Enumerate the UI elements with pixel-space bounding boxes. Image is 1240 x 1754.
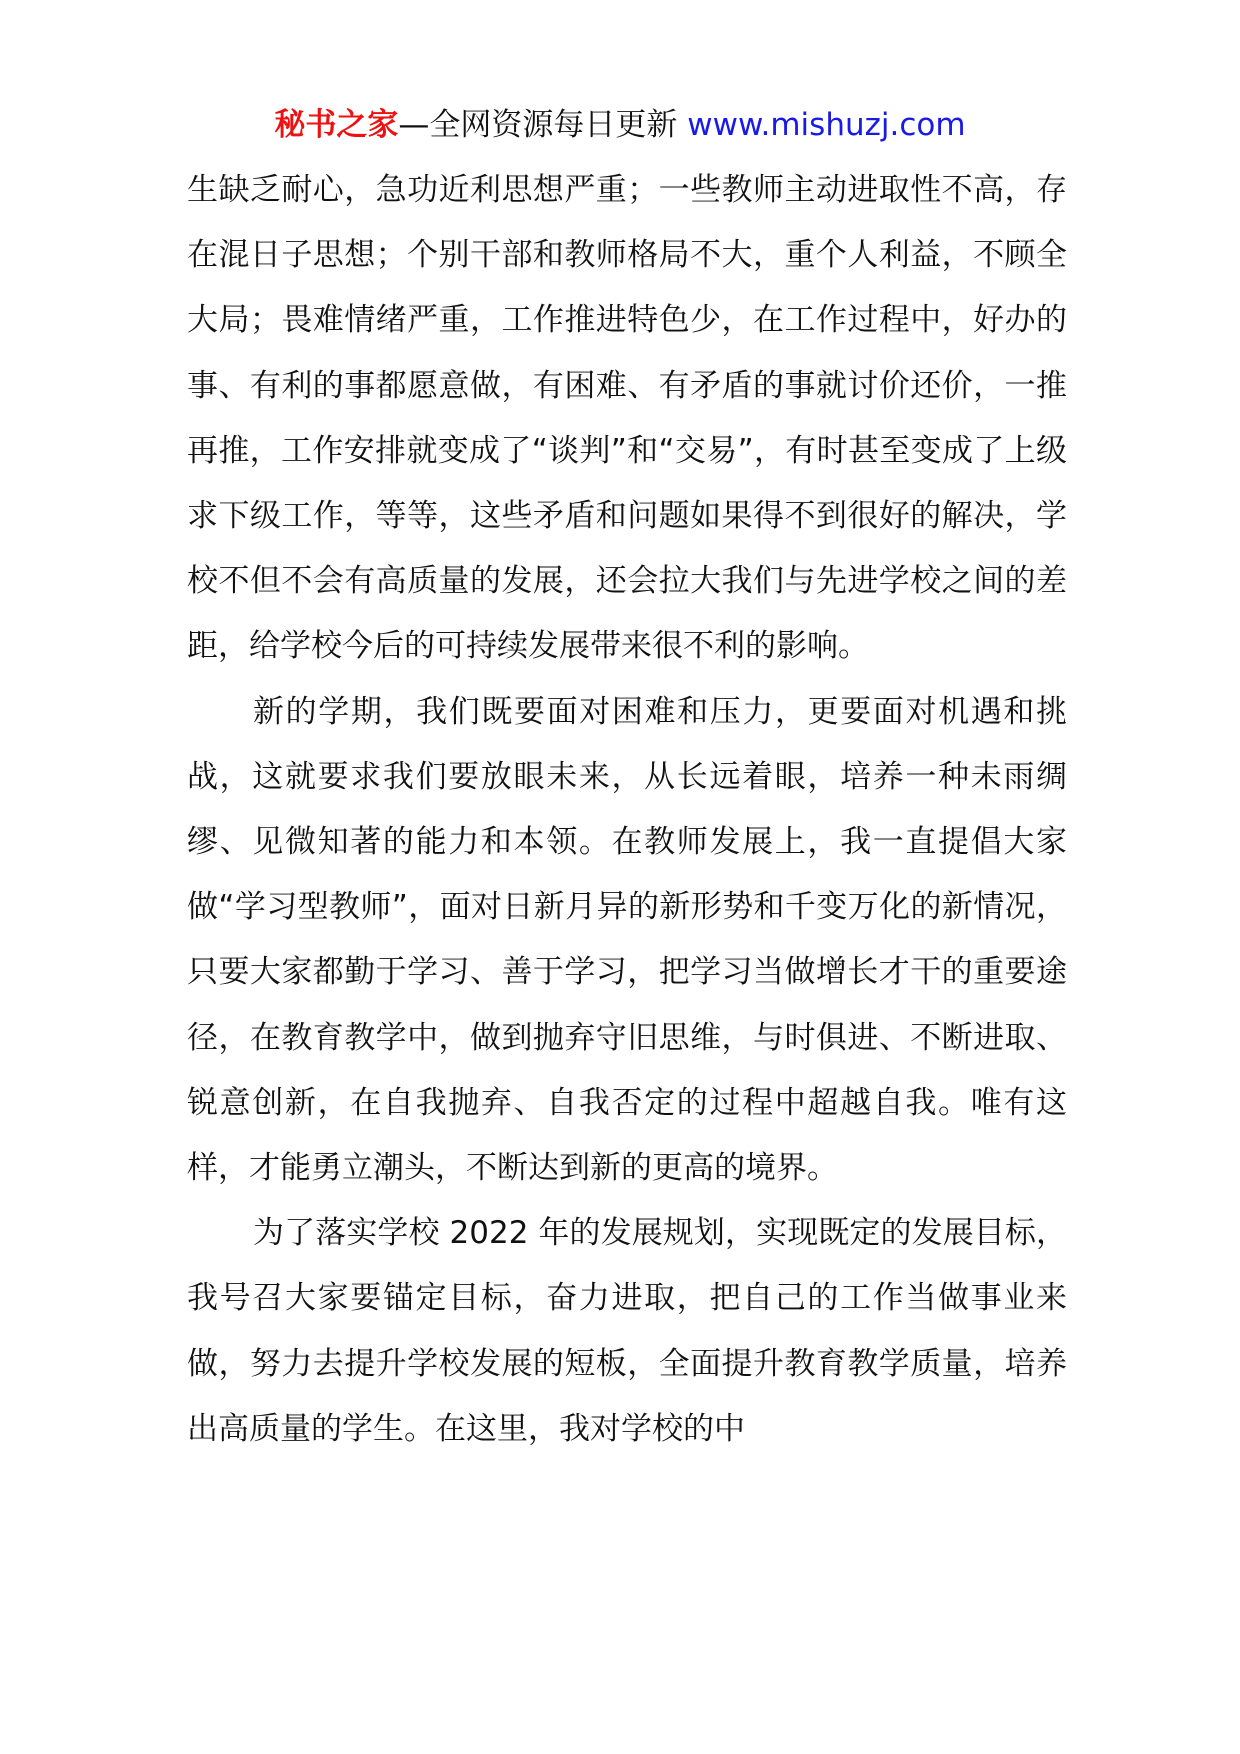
header-tagline: —全网资源每日更新 [398, 107, 678, 143]
page-header [0, 100, 1240, 150]
paragraph: 为了落实学校 2022 年的发展规划，实现既定的发展目标，我号召大家要锚定目标，奋力进取，把自己的工作当做事业来做，努力去提升学校发展的短板，全面提升教育教学质量，培养出高质量的学生。在这里，我对学校的中 [187, 1215, 1067, 1447]
brand-name: 秘书之家 [274, 107, 399, 143]
paragraph: 新的学期，我们既要面对困难和压力，更要面对机遇和挑战，这就要求我们要放眼未来，从长远着眼，培养一种未雨绸缪、见微知著的能力和本领。在教师发展上，我一直提倡大家做“学习型教师”，面对日新月异的新形势和千变万化的新情况，只要大家都勤于学习、善于学习，把学习当做增长才干的重要途径，在教育教学中，做到抛弃守旧思维，与时俱进、不断进取、锐意创新，在自我抛弃、自我否定的过程中超越自我。唯有这样，才能勇立潮头，不断达到新的更高的境界。 [187, 693, 1067, 1187]
document-body [187, 158, 1067, 1462]
paragraph-continued: 生缺乏耐心，急功近利思想严重；一些教师主动进取性不高，存在混日子思想；个别干部和教师格局不大，重个人利益，不顾全大局；畏难情绪严重，工作推进特色少，在工作过程中，好办的事、有利的事都愿意做，有困难、有矛盾的事就讨价还价，一推再推，工作安排就变成了“谈判”和“交易”，有时甚至变成了上级求下级工作，等等，这些矛盾和问题如果得不到很好的解决，学校不但不会有高质量的发展，还会拉大我们与先进学校之间的差距，给学校今后的可持续发展带来很不利的影响。 [187, 172, 1067, 665]
site-link[interactable]: www.mishuzj.com [687, 107, 966, 143]
